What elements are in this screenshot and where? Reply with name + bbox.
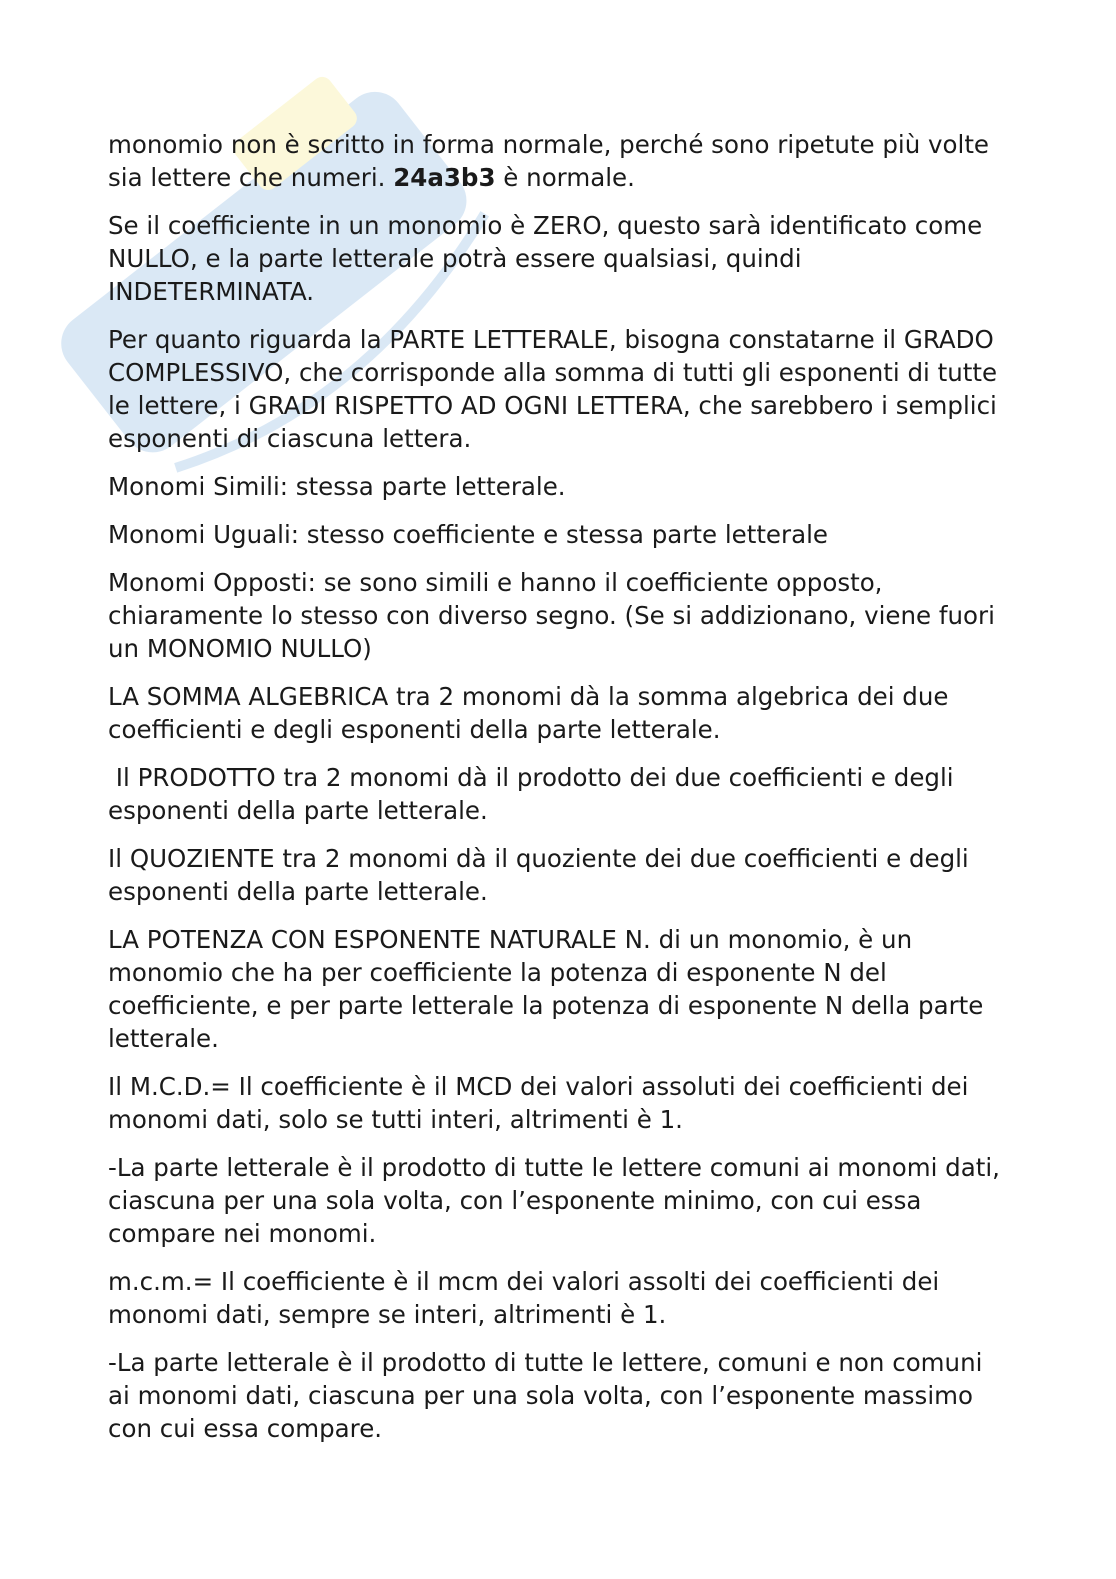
paragraph-monomio-nullo: Se il coefficiente in un monomio è ZERO, questo sarà identificato come NULLO, e la parte letterale potrà essere qualsiasi, quindi INDETERMINATA.: [108, 211, 983, 306]
document-body: [108, 128, 1008, 1460]
paragraph-monomi-uguali: Monomi Uguali: stesso coefficiente e stessa parte letterale: [108, 520, 828, 549]
paragraph-parte-letterale: Per quanto riguarda la PARTE LETTERALE, bisogna constatarne il GRADO COMPLESSIVO, che corrisponde alla somma di tutti gli esponenti di tutte le lettere, i GRADI RISPETTO AD OGNI LETTERA, che sarebbero i semplici esponenti di ciascuna lettera.: [108, 325, 998, 453]
paragraph-forma-normale: monomio non è scritto in forma normale, perché sono ripetute più volte sia lettere che numeri. 24a3b3 è normale.: [108, 130, 989, 192]
paragraph-quoziente: Il QUOZIENTE tra 2 monomi dà il quoziente dei due coefficienti e degli esponenti della parte letterale.: [108, 844, 969, 906]
paragraph-potenza: LA POTENZA CON ESPONENTE NATURALE N. di un monomio, è un monomio che ha per coefficiente la potenza di esponente N del coefficiente, e per parte letterale la potenza di esponente N della parte letterale.: [108, 925, 984, 1053]
paragraph-monomi-opposti: Monomi Opposti: se sono simili e hanno il coefficiente opposto, chiaramente lo stesso con diverso segno. (Se si addizionano, viene fuori un MONOMIO NULLO): [108, 568, 995, 663]
normal-form-example: 24a3b3: [393, 163, 496, 192]
paragraph-somma-algebrica: LA SOMMA ALGEBRICA tra 2 monomi dà la somma algebrica dei due coefficienti e degli esponenti della parte letterale.: [108, 682, 949, 744]
paragraph-mcm: m.c.m.= Il coefficiente è il mcm dei valori assolti dei coefficienti dei monomi dati, sempre se interi, altrimenti è 1.: [108, 1267, 940, 1329]
paragraph-monomi-simili: Monomi Simili: stessa parte letterale.: [108, 472, 566, 501]
paragraph-mcd: Il M.C.D.= Il coefficiente è il MCD dei valori assoluti dei coefficienti dei monomi dati, solo se tutti interi, altrimenti è 1.: [108, 1072, 969, 1134]
paragraph-mcd-parte-letterale: -La parte letterale è il prodotto di tutte le lettere comuni ai monomi dati, ciascuna per una sola volta, con l’esponente minimo, con cui essa compare nei monomi.: [108, 1153, 1000, 1248]
paragraph-mcm-parte-letterale: -La parte letterale è il prodotto di tutte le lettere, comuni e non comuni ai monomi dati, ciascuna per una sola volta, con l’esponente massimo con cui essa compare.: [108, 1348, 983, 1443]
paragraph-prodotto: Il PRODOTTO tra 2 monomi dà il prodotto dei due coefficienti e degli esponenti della parte letterale.: [108, 763, 962, 825]
